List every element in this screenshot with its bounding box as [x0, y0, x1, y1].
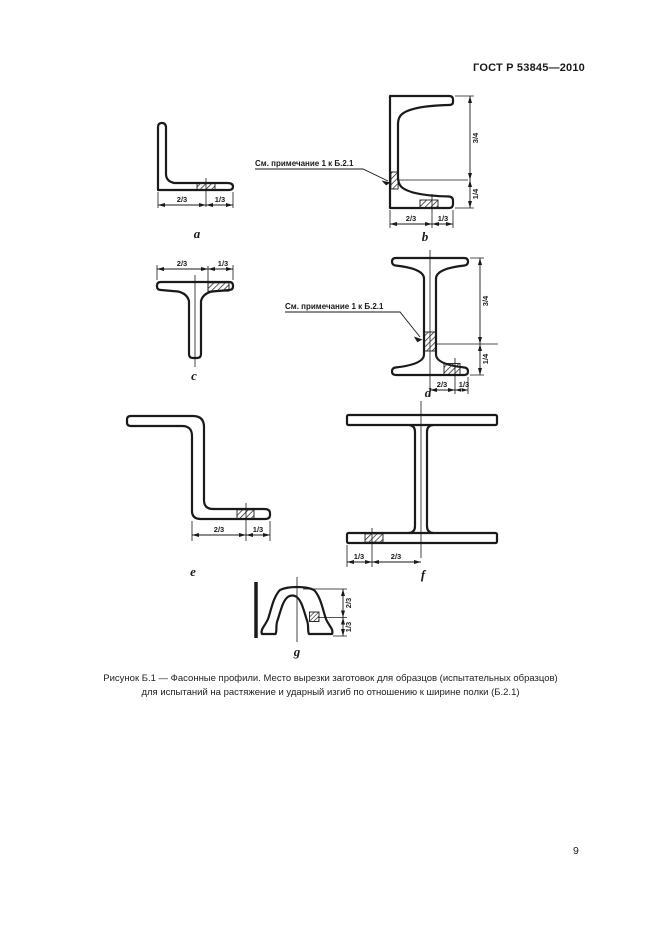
figure-f — [340, 395, 515, 585]
figure-a-drawing — [130, 95, 270, 245]
figure-g — [245, 575, 360, 660]
page-number: 9 — [573, 845, 579, 857]
figure-c — [145, 255, 265, 395]
figure-letter: e — [190, 564, 196, 579]
web-cut-hatch — [391, 172, 398, 189]
figure-caption — [0, 672, 661, 700]
dim-label: 1/4 — [481, 353, 490, 365]
note-reference: См. примечание 1 к Б.2.1 — [285, 302, 384, 311]
dim-label: 1/3 — [217, 259, 229, 268]
dim-label: 1/3 — [458, 380, 470, 389]
figure-letter: c — [191, 368, 197, 383]
flange-cut-hatch — [208, 283, 229, 291]
top-flange — [347, 415, 497, 425]
dim-label: 1/3 — [353, 552, 365, 561]
figure-e-drawing — [115, 405, 295, 580]
figure-d-drawing — [280, 248, 495, 403]
figure-caption-line1: Рисунок Б.1 — Фасонные профили. Место вырезки заготовок для образцов (испытательных образцов) — [103, 673, 558, 684]
dim-label: 2/3 — [344, 597, 353, 609]
standard-number: ГОСТ Р 53845—2010 — [473, 62, 585, 74]
figure-c-drawing — [145, 255, 265, 395]
dim-label: 2/3 — [390, 552, 402, 561]
figure-letter: d — [424, 385, 432, 400]
dim-label: 3/4 — [481, 295, 490, 307]
angle-profile-outline — [158, 123, 233, 190]
figure-f-drawing — [340, 395, 515, 585]
channel-profile-outline — [390, 96, 453, 208]
figure-b — [250, 82, 495, 247]
figure-a — [130, 95, 270, 245]
figure-letter: b — [421, 229, 429, 244]
dim-label: 2/3 — [176, 259, 188, 268]
web-cut-hatch — [425, 332, 436, 351]
figure-caption-line2: для испытаний на растяжение и ударный изгиб по отношению к ширине полки (Б.2.1) — [141, 687, 520, 698]
zee-profile-outline — [127, 416, 270, 519]
dim-label: 1/4 — [471, 188, 480, 200]
dim-label: 2/3 — [436, 380, 448, 389]
flange-cut-hatch — [420, 200, 438, 208]
dim-label: 1/3 — [214, 195, 226, 204]
flange-cut-hatch — [237, 510, 254, 519]
dim-label: 2/3 — [213, 525, 225, 534]
figure-e — [115, 405, 295, 580]
dim-label: 2/3 — [176, 195, 188, 204]
dim-label: 1/3 — [437, 214, 449, 223]
dim-label: 2/3 — [405, 214, 417, 223]
figure-b-drawing — [250, 82, 495, 247]
dim-label: 1/3 — [252, 525, 264, 534]
figure-letter: f — [420, 567, 426, 582]
flange-cut-hatch — [444, 364, 460, 375]
dim-label: 3/4 — [471, 132, 480, 144]
leg-cut-hatch — [310, 612, 320, 622]
figure-letter: a — [193, 226, 201, 241]
figure-g-drawing — [245, 575, 360, 660]
dim-label: 1/3 — [344, 621, 353, 633]
figure-letter: g — [293, 644, 301, 659]
note-reference: См. примечание 1 к Б.2.1 — [255, 159, 354, 168]
figure-d — [280, 248, 495, 403]
flange-cut-hatch — [365, 534, 383, 542]
